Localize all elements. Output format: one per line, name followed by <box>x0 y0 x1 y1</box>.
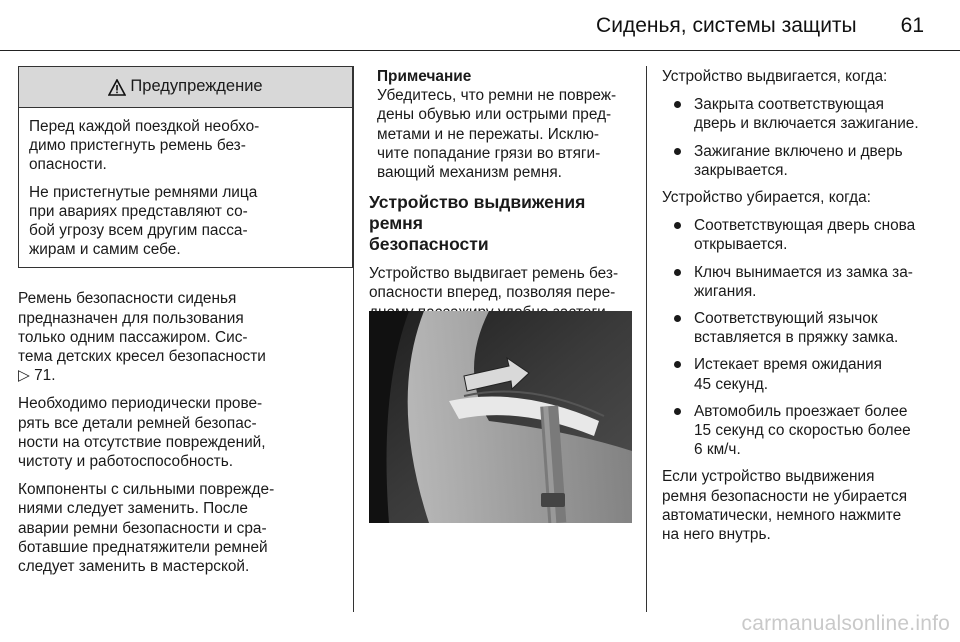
page-ref-arrow-icon: ▷ <box>18 367 30 385</box>
header-rule <box>0 50 960 51</box>
list-item: Ключ вынимается из замка за- жигания. <box>662 263 952 301</box>
list-item: Соответствующий язычок вставляется в пряжку замка. <box>662 309 952 347</box>
note-text: Убедитесь, что ремни не повреж- дены обувью или острыми пред- метами и не пережаты. Исклю- чите попадание грязи во втяги- вающий механизм ремня. <box>377 87 617 182</box>
right-column <box>662 67 952 553</box>
note-title: Примечание <box>377 68 472 85</box>
page-ref[interactable]: 71. <box>34 367 56 385</box>
warning-heading: Предупреждение <box>130 77 263 96</box>
warning-header <box>19 67 352 108</box>
note-block <box>369 67 639 182</box>
belt-extender-photo <box>369 311 632 523</box>
middle-column <box>369 67 639 350</box>
warning-triangle-icon <box>108 79 126 96</box>
list-item: Соответствующая дверь снова открывается. <box>662 216 952 254</box>
section-heading: Устройство выдвижения ремня безопасности <box>369 192 586 255</box>
column-divider-right <box>646 66 647 612</box>
list-item: Автомобиль проезжает более 15 секунд со скоростью более 6 км/ч. <box>662 402 952 460</box>
column-divider-left <box>353 66 354 612</box>
left-column <box>18 66 353 585</box>
warning-body <box>19 108 352 267</box>
warning-paragraph: Перед каждой поездкой необхо- димо пристегнуть ремень без- опасности. <box>29 118 260 174</box>
section-title-header: Сиденья, системы защиты <box>596 14 857 37</box>
page-number: 61 <box>900 14 924 37</box>
body-paragraph: Необходимо периодически прове- рять все детали ремней безопас- ности на отсутствие повреждений, чистоту и работоспособность. <box>18 395 266 471</box>
warning-box <box>18 66 353 268</box>
body-text: Ремень безопасности сиденья предназначен для пользования только одним пассажиром. Сис- тема детских кресел безопасности <box>18 290 266 366</box>
retract-conditions-list <box>662 216 952 459</box>
body-paragraph: Устройство выдвигает ремень без- опасности вперед, позволяя пере- <box>369 265 619 302</box>
list-item: Закрыта соответствующая дверь и включается зажигание. <box>662 95 952 133</box>
warning-paragraph: Не пристегнутые ремнями лица при авариях представляют со- бой угрозу всем другим пасса- жирам и самим себе. <box>29 183 258 259</box>
list-item: Зажигание включено и дверь закрывается. <box>662 142 952 180</box>
watermark: carmanualsonline.info <box>741 612 950 635</box>
body-paragraph: Устройство выдвигается, когда: <box>662 68 888 85</box>
body-paragraph: Если устройство выдвижения ремня безопасности не убирается автоматически, немного нажмите на него внутрь. <box>662 468 908 544</box>
page-header <box>596 14 924 38</box>
list-item: Истекает время ожидания 45 секунд. <box>662 355 952 393</box>
body-paragraph: Компоненты с сильными поврежде- ниями следует заменить. После аварии ремни безопасности и сра- ботавшие преднатяжители ремней следует заменить в мастерской. <box>18 481 275 576</box>
body-paragraph: Устройство убирается, когда: <box>662 189 871 207</box>
body-paragraph <box>18 289 353 385</box>
extend-conditions-list <box>662 95 952 180</box>
